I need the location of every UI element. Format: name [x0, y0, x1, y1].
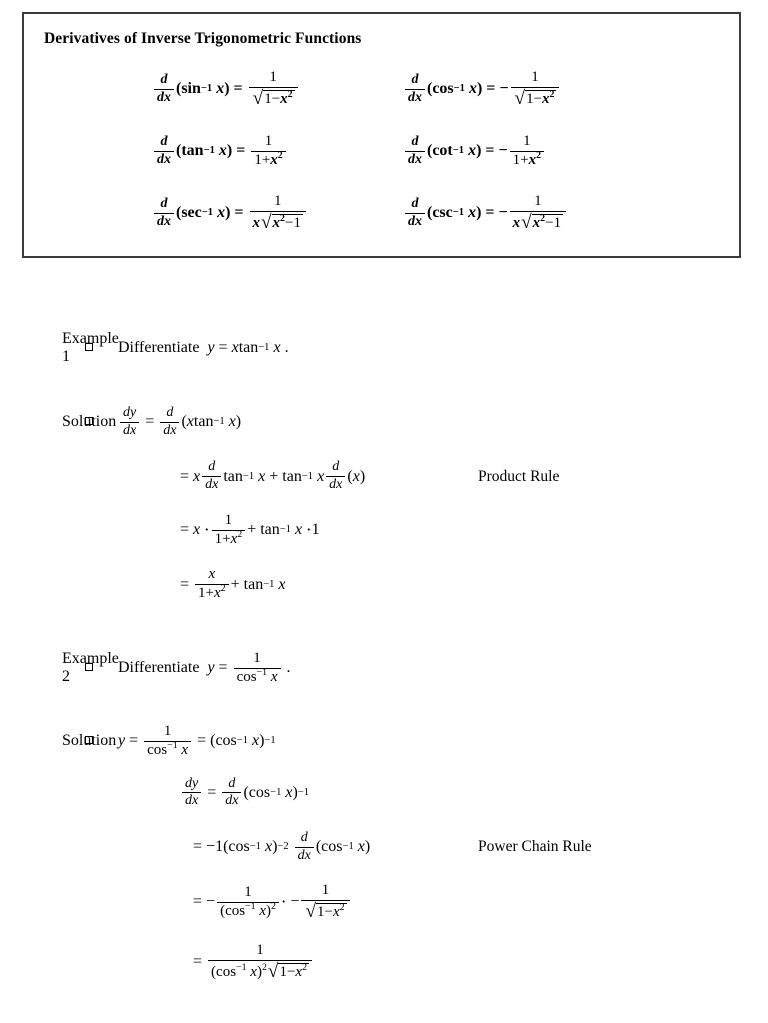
variable-x: x [218, 142, 227, 159]
example-2-step-3: = − 1 ( cos −1 x ) −2 $\frac{d}{dx}$ ( cos −1 x ) Power Chain Rule [193, 829, 592, 863]
annotation-power-chain-rule: Power Chain Rule [478, 838, 592, 856]
d-dx-operator: $\frac{d}{dx}$ [405, 135, 425, 167]
equals-sign: = [485, 142, 495, 159]
open-paren: ( [176, 142, 182, 159]
example-1-step-4: = $\frac{x}{1+x^2}$ + tan −1 x [180, 566, 286, 601]
formula-cot-inverse: $\frac{d}{dx}$ ( cot −1 x ) = − $\frac{1}{1+x^2}$ [379, 134, 739, 169]
equals-sign: = [485, 204, 495, 221]
example-2-label: Example 2 [62, 650, 119, 685]
formula-csc-inverse: $\frac{d}{dx}$ ( csc −1 x ) = − 1 x √ $x^2-1$ [379, 194, 739, 232]
differentiate-verb: Differentiate [118, 659, 200, 676]
close-paren: ) [476, 142, 482, 159]
result-fraction: $\frac{1}{1+x^2}$ [251, 134, 285, 169]
dy-dx-fraction: $\frac{dy}{dx}$ [120, 406, 139, 438]
sin-label: sin [181, 80, 201, 97]
open-paren: ( [427, 142, 433, 159]
bullet-square-icon [85, 417, 118, 428]
variable-x: x [216, 80, 225, 97]
d-dx-operator: $\frac{d}{dx}$ [154, 197, 174, 229]
negative-sign: − [499, 80, 509, 97]
example-1-step-3: = x ⋅ $\frac{1}{1+x^2}$ + tan −1 x ⋅ 1 [180, 511, 320, 547]
example-2-step-4: = − $\frac{1}{(\cos^{-1} x)^2}$ ⋅ − 1 √ $1-x^2$ [0, 883, 768, 921]
formula-box-heading: Derivatives of Inverse Trigonometric Functions [44, 30, 362, 47]
open-paren: ( [427, 80, 433, 97]
d-dx-fraction: $\frac{d}{dx}$ [202, 460, 221, 492]
example-2-step-1: y = $\frac{1}{\cos^{-1} x}$ = ( cos −1 x ) −1 [118, 723, 276, 758]
formula-grid [24, 58, 739, 244]
formula-sin-inverse: $\frac{d}{dx}$ ( sin −1 x ) = 1 √ $1-x^2$ [24, 70, 379, 108]
one-over-arccos-squared: $\frac{1}{(\cos^{-1} x)^2}$ [217, 885, 279, 920]
negative-sign: − [498, 142, 508, 159]
example-2-step-2: $\frac{dy}{dx}$ = $\frac{d}{dx}$ ( cos −1 x ) −1 [0, 777, 768, 809]
bullet-square-icon [85, 343, 118, 354]
annotation-product-rule: Product Rule [478, 467, 560, 485]
formula-tan-inverse: $\frac{d}{dx}$ ( tan −1 x ) = $\frac{1}{1+x^2}$ [24, 134, 379, 169]
one-over-arccos-x: $\frac{1}{\cos^{-1} x}$ [234, 651, 281, 686]
one-over-sqrt-one-minus-x-squared: 1 √ $1-x^2$ [301, 883, 349, 921]
d-dx-operator: $\frac{d}{dx}$ [154, 135, 174, 167]
result-fraction: 1 x √ $x^2-1$ [510, 194, 566, 232]
equals-sign: = [236, 142, 246, 159]
cos-label: cos [432, 80, 454, 97]
x-over-one-plus-x-squared: $\frac{x}{1+x^2}$ [195, 567, 229, 602]
formula-box [22, 12, 741, 258]
example-1-label: Example 1 [62, 330, 119, 365]
example-2-step-5: = 1 ($\cos^{-1}$ x)$^2$ √ $1-x^2$ [0, 943, 768, 981]
example-2-prompt: Differentiate y = $\frac{1}{\cos^{-1} x}$ . [118, 649, 291, 685]
sec-label: sec [181, 204, 202, 221]
sqrt-icon: √ $1-x^2$ [514, 88, 555, 109]
equals-sign: = [234, 204, 244, 221]
result-fraction: 1 x √ $x^2-1$ [250, 194, 306, 232]
variable-x: x [468, 204, 477, 221]
negative-sign: − [498, 204, 508, 221]
example-1-step-1: $\frac{dy}{dx}$ = $\frac{d}{dx}$ ( x tan −1 x ) [118, 406, 768, 438]
example-1-solution-row [0, 406, 768, 438]
formula-cos-inverse: $\frac{d}{dx}$ ( cos −1 x ) = − 1 √ $1-x^2$ [379, 70, 739, 108]
sqrt-icon: √ $1-x^2$ [305, 901, 345, 922]
d-dx-operator: $\frac{d}{dx}$ [405, 197, 425, 229]
example-1-block [0, 330, 768, 602]
one-over-one-plus-x-squared: $\frac{1}{1+x^2}$ [212, 513, 246, 548]
one-over-arccos-x: $\frac{1}{\cos^{-1} x}$ [144, 724, 191, 759]
differentiate-verb: Differentiate [118, 339, 200, 356]
example-1-solution-label: Solution [62, 413, 117, 431]
final-result-fraction: 1 ($\cos^{-1}$ x)$^2$ √ $1-x^2$ [208, 943, 312, 981]
equals-sign: = [233, 80, 243, 97]
example-2-prompt-row [0, 650, 768, 686]
cot-label: cot [432, 142, 453, 159]
formula-sec-inverse: $\frac{d}{dx}$ ( sec −1 x ) = 1 x √ $x^2-1$ [24, 194, 379, 232]
d-dx-operator: $\frac{d}{dx}$ [154, 73, 174, 105]
d-dx-fraction: $\frac{d}{dx}$ [222, 777, 241, 809]
result-fraction: $\frac{1}{1+x^2}$ [510, 134, 544, 169]
example-2-block [0, 650, 768, 980]
sqrt-icon: √ $x^2-1$ [261, 212, 301, 233]
close-paren: ) [476, 204, 482, 221]
close-paren: ) [226, 142, 233, 159]
formula-row [24, 120, 739, 182]
d-dx-fraction: $\frac{d}{dx}$ [326, 460, 345, 492]
result-fraction: 1 √ $1-x^2$ [511, 70, 560, 108]
bullet-square-icon [85, 736, 118, 747]
sqrt-icon: √ $1-x^2$ [252, 88, 293, 109]
result-fraction: 1 √ $1-x^2$ [249, 70, 298, 108]
open-paren: ( [176, 80, 182, 97]
variable-x: x [217, 204, 226, 221]
close-paren: ) [476, 80, 483, 97]
csc-label: csc [432, 204, 453, 221]
variable-x: x [468, 80, 477, 97]
formula-row [24, 182, 739, 244]
open-paren: ( [427, 204, 433, 221]
sqrt-icon: √ $1-x^2$ [267, 960, 308, 982]
close-paren: ) [224, 80, 230, 97]
d-dx-fraction: $\frac{d}{dx}$ [295, 831, 314, 863]
example-2-solution-label: Solution [62, 732, 117, 750]
variable-x: x [468, 142, 477, 159]
d-dx-fraction: $\frac{d}{dx}$ [160, 406, 179, 438]
example-1-prompt-row [0, 330, 768, 366]
example-2-solution-row [0, 724, 768, 759]
example-1-step-2: = x $\frac{d}{dx}$ tan −1 x + tan −1 x $\frac{d}{dx}$ ( x ) Product Rule [180, 459, 560, 493]
equals-sign: = [486, 80, 496, 97]
example-1-prompt: Differentiate y = x tan −1 x . [118, 339, 289, 356]
dy-dx-fraction: $\frac{dy}{dx}$ [182, 777, 201, 809]
bullet-square-icon [85, 663, 118, 674]
tan-label: tan [181, 142, 204, 159]
formula-row [24, 58, 739, 120]
d-dx-operator: $\frac{d}{dx}$ [405, 73, 425, 105]
close-paren: ) [225, 204, 231, 221]
open-paren: ( [176, 204, 182, 221]
sqrt-icon: √ $x^2-1$ [521, 212, 562, 233]
